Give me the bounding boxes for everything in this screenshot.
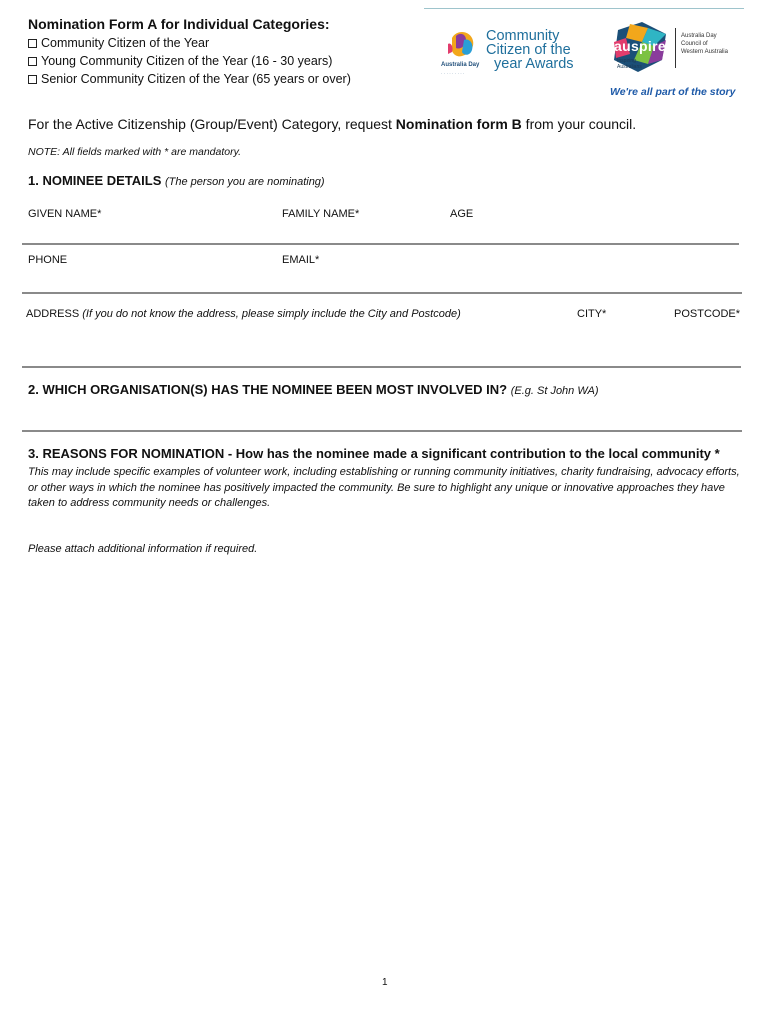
organisation-field[interactable]	[22, 402, 742, 428]
logo-divider	[675, 28, 676, 68]
address-label: ADDRESS (If you do not know the address, please simply include the City and Postcode)	[26, 308, 461, 320]
section3-description: This may include specific examples of volunteer work, including establishing or running community initiatives, charity fundraising, advocacy efforts, or other ways in which the nominee has positively impacted the community. Be sure to highlight any unique or innovative approaches they have taken to address community needs or challenges.	[28, 466, 740, 509]
family-name-label: FAMILY NAME*	[282, 208, 360, 220]
adcwa-text: Australia Day Council of Western Australia	[681, 33, 728, 55]
category-option-senior[interactable]	[28, 72, 351, 86]
email-label: EMAIL*	[282, 254, 320, 266]
checkbox-senior[interactable]	[28, 75, 37, 84]
age-label: AGE	[450, 208, 474, 220]
page-number: 1	[382, 977, 388, 988]
family-name-field[interactable]	[278, 222, 443, 242]
checkbox-young[interactable]	[28, 57, 37, 66]
category-label: Community Citizen of the Year	[41, 36, 210, 50]
category-option-young[interactable]	[28, 54, 332, 68]
category-label: Young Community Citizen of the Year (16 - 30 years)	[41, 54, 333, 68]
category-label: Senior Community Citizen of the Year (65 years or over)	[41, 72, 351, 86]
slogan: We're all part of the story	[610, 86, 736, 98]
city-label: CITY*	[577, 308, 607, 320]
divider	[22, 430, 742, 432]
auspire-tagline: Inspiring Australians	[617, 58, 642, 70]
australia-day-label: Australia Day	[441, 62, 480, 68]
city-field[interactable]	[570, 326, 662, 364]
divider	[22, 366, 741, 368]
header-rule	[424, 8, 744, 9]
email-field[interactable]	[278, 270, 738, 290]
address-field[interactable]	[22, 326, 562, 364]
australia-day-sub-mark: · · · · · · · · ·	[441, 71, 465, 76]
request-form-b-text: For the Active Citizenship (Group/Event) Category, request Nomination form B from your council.	[28, 116, 637, 132]
community-citizen-awards-logo: Community Citizen of the year Awards	[486, 28, 574, 72]
mandatory-note: NOTE: All fields marked with * are mandatory.	[28, 146, 241, 158]
auspire-wordmark: auspire	[614, 38, 666, 54]
form-title: Nomination Form A for Individual Categories:	[28, 16, 330, 32]
postcode-field[interactable]	[668, 326, 740, 364]
age-field[interactable]	[448, 222, 738, 242]
section2-heading: 2. WHICH ORGANISATION(S) HAS THE NOMINEE BEEN MOST INVOLVED IN? (E.g. St John WA)	[28, 382, 599, 397]
given-name-label: GIVEN NAME*	[28, 208, 102, 220]
phone-label: PHONE	[28, 254, 68, 266]
checkbox-community[interactable]	[28, 39, 37, 48]
section1-heading: 1. NOMINEE DETAILS (The person you are nominating)	[28, 173, 325, 188]
section3-heading: 3. REASONS FOR NOMINATION - How has the nominee made a significant contribution to the local community *	[28, 446, 720, 461]
phone-field[interactable]	[22, 270, 272, 290]
given-name-field[interactable]	[22, 222, 272, 242]
divider	[22, 292, 742, 294]
postcode-label: POSTCODE*	[674, 308, 741, 320]
reasons-field[interactable]	[22, 566, 742, 956]
category-option-community[interactable]	[28, 36, 209, 50]
divider	[22, 243, 739, 245]
attach-note: Please attach additional information if required.	[28, 543, 258, 555]
